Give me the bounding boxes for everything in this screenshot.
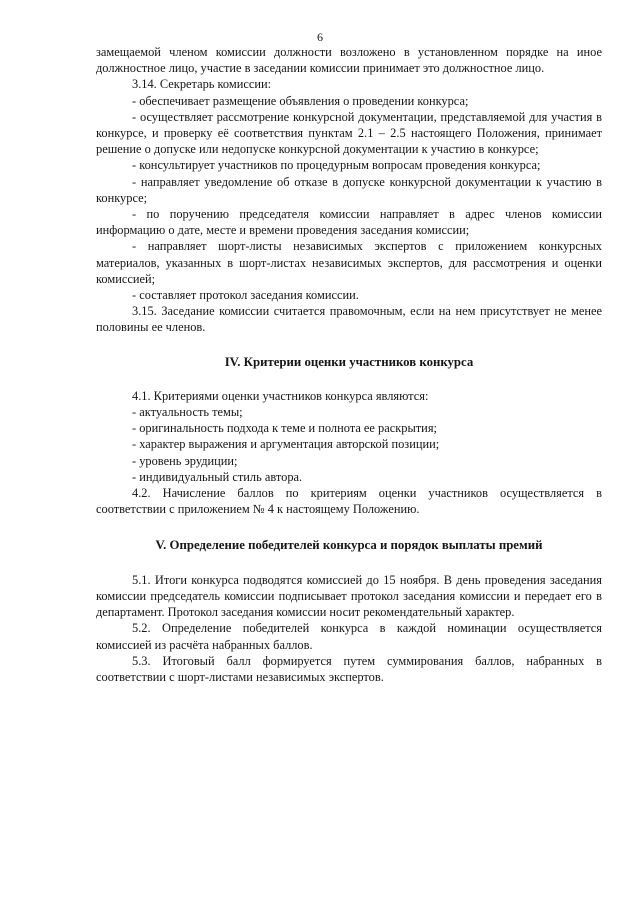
clause-5-1: 5.1. Итоги конкурса подводятся комиссией до 15 ноября. В день проведения заседания комиссии председатель комиссии подписывает протокол заседания комиссии и передает его в департамент. Протокол заседания комиссии носит рекомендательный характер. bbox=[96, 572, 602, 620]
page-number: 6 bbox=[317, 30, 323, 44]
clause-3-15: 3.15. Заседание комиссии считается правомочным, если на нем присутствует не менее половины ее членов. bbox=[96, 304, 602, 335]
list-item: - уровень эрудиции; bbox=[132, 453, 238, 468]
clause-5-2: 5.2. Определение победителей конкурса в каждой номинации осуществляется комиссией из расчёта набранных баллов. bbox=[96, 621, 602, 652]
list-item: - направляет шорт-листы независимых экспертов с приложением конкурсных материалов, указанных в шорт-листах независимых экспертов, для рассмотрения и оценки комиссией; bbox=[96, 239, 602, 286]
paragraph-continuation: замещаемой членом комиссии должности возложено в установленном порядке на иное должностное лицо, участие в заседании комиссии принимает это должностное лицо. bbox=[96, 45, 602, 76]
document-body bbox=[96, 44, 602, 685]
clause-4-2: 4.2. Начисление баллов по критериям оценки участников осуществляется в соответствии с приложением № 4 к настоящему Положению. bbox=[96, 486, 602, 517]
list-item: - осуществляет рассмотрение конкурсной документации, представляемой для участия в конкурсе, и проверку её соответствия пунктам 2.1 – 2.5 настоящего Положения, принимает решение о допуске или недопуске конкурсной документации к участию в конкурсе; bbox=[96, 109, 602, 157]
list-item: - оригинальность подхода к теме и полнота ее раскрытия; bbox=[132, 421, 437, 436]
clause-3-14: 3.14. Секретарь комиссии: bbox=[132, 77, 272, 92]
list-item: - направляет уведомление об отказе в допуске конкурсной документации к участию в конкурсе; bbox=[96, 174, 602, 205]
section-heading-4: IV. Критерии оценки участников конкурса bbox=[224, 354, 474, 369]
clause-5-3: 5.3. Итоговый балл формируется путем суммирования баллов, набранных в соответствии с шорт-листами независимых экспертов. bbox=[96, 653, 602, 684]
list-item: - актуальность темы; bbox=[132, 405, 243, 420]
list-item: - индивидуальный стиль автора. bbox=[132, 469, 303, 484]
list-item: - составляет протокол заседания комиссии. bbox=[132, 288, 359, 303]
list-item: - консультирует участников по процедурным вопросам проведения конкурса; bbox=[132, 158, 541, 173]
list-item: - характер выражения и аргументация авторской позиции; bbox=[132, 437, 440, 452]
section-heading-5: V. Определение победителей конкурса и порядок выплаты премий bbox=[155, 538, 543, 553]
clause-4-1: 4.1. Критериями оценки участников конкурса являются: bbox=[132, 388, 429, 403]
list-item: - обеспечивает размещение объявления о проведении конкурса; bbox=[132, 93, 469, 108]
list-item: - по поручению председателя комиссии направляет в адрес членов комиссии информацию о дате, месте и времени проведения заседания комиссии; bbox=[96, 207, 602, 238]
